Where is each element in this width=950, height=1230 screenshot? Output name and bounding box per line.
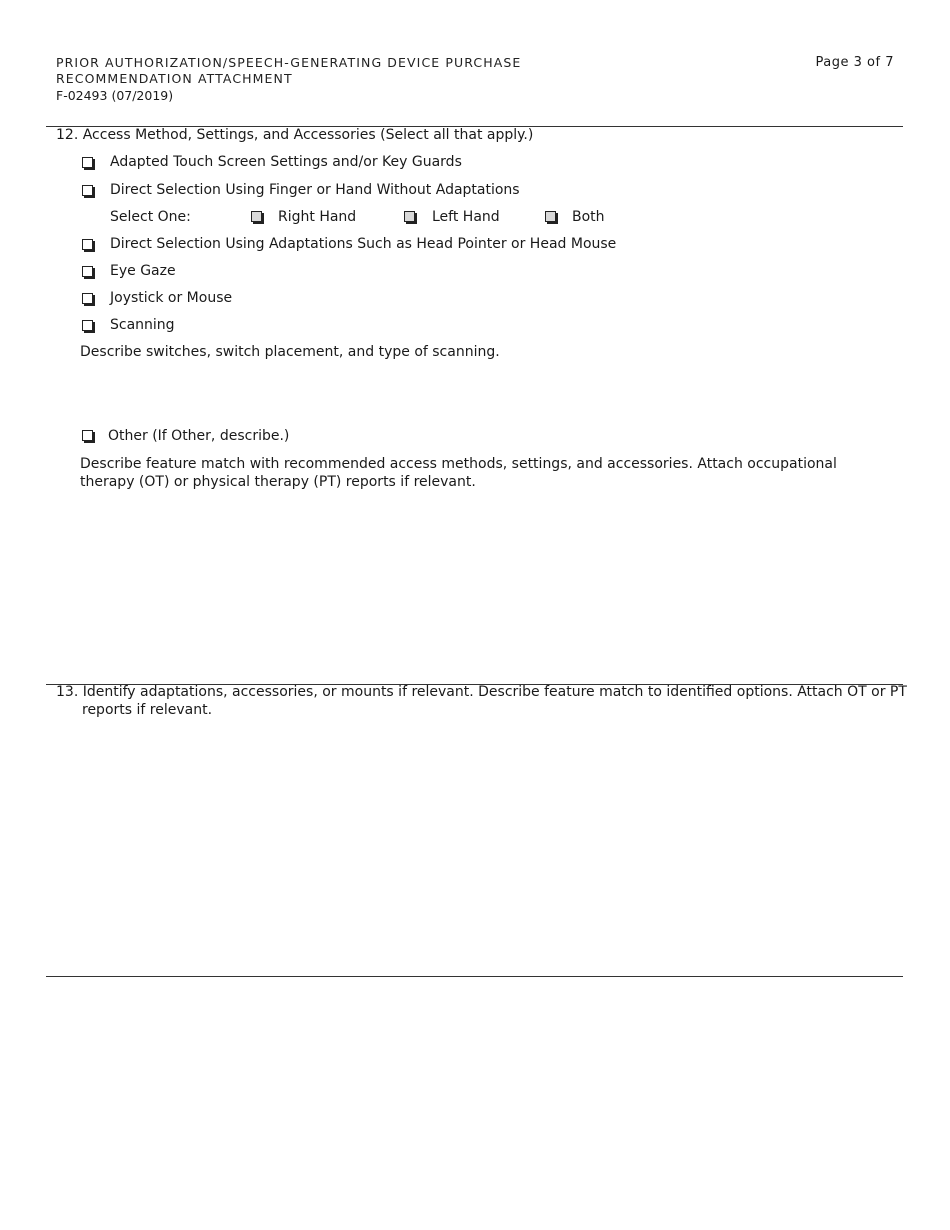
form-title-line1: PRIOR AUTHORIZATION/SPEECH-GENERATING DEVICE PURCHASE <box>56 55 522 70</box>
touch-screen-label: Adapted Touch Screen Settings and/or Key Guards <box>110 154 462 170</box>
both-hands-checkbox[interactable] <box>545 211 556 222</box>
eye-gaze-checkbox[interactable] <box>82 266 93 277</box>
page-number: Page 3 of 7 <box>815 55 894 70</box>
direct-finger-label: Direct Selection Using Finger or Hand Without Adaptations <box>110 182 520 198</box>
joystick-label: Joystick or Mouse <box>110 290 233 306</box>
left-hand-checkbox[interactable] <box>404 211 415 222</box>
select-one-label: Select One: <box>110 209 191 225</box>
both-hands-label: Both <box>572 209 605 225</box>
feature-match-field[interactable] <box>80 495 900 675</box>
other-label: Other (If Other, describe.) <box>108 428 290 444</box>
other-checkbox[interactable] <box>82 430 93 441</box>
section13-description-field[interactable] <box>56 724 901 969</box>
touch-screen-checkbox[interactable] <box>82 157 93 168</box>
direct-adaptations-label: Direct Selection Using Adaptations Such as Head Pointer or Head Mouse <box>110 236 617 252</box>
section12-heading: 12. Access Method, Settings, and Accessories (Select all that apply.) <box>56 127 534 143</box>
eye-gaze-label: Eye Gaze <box>110 263 176 279</box>
form-number: F-02493 (07/2019) <box>56 88 174 103</box>
scanning-prompt: Describe switches, switch placement, and type of scanning. <box>80 344 500 360</box>
scanning-description-field[interactable] <box>80 366 900 420</box>
form-title-line2: RECOMMENDATION ATTACHMENT <box>56 71 293 86</box>
scanning-label: Scanning <box>110 317 175 333</box>
left-hand-label: Left Hand <box>432 209 500 225</box>
scanning-checkbox[interactable] <box>82 320 93 331</box>
direct-finger-checkbox[interactable] <box>82 185 93 196</box>
feature-match-prompt: Describe feature match with recommended access methods, settings, and accessories. Attach occupational therapy (OT) or physical therapy (PT) reports if relevant. <box>80 456 837 490</box>
direct-adaptations-checkbox[interactable] <box>82 239 93 250</box>
section13-heading-line2: reports if relevant. <box>82 702 213 718</box>
right-hand-checkbox[interactable] <box>251 211 262 222</box>
right-hand-label: Right Hand <box>278 209 357 225</box>
section-divider <box>46 976 903 977</box>
joystick-checkbox[interactable] <box>82 293 93 304</box>
section13-heading-line1: 13. Identify adaptations, accessories, or mounts if relevant. Describe feature match to identified options. Attach OT or PT <box>56 684 907 700</box>
